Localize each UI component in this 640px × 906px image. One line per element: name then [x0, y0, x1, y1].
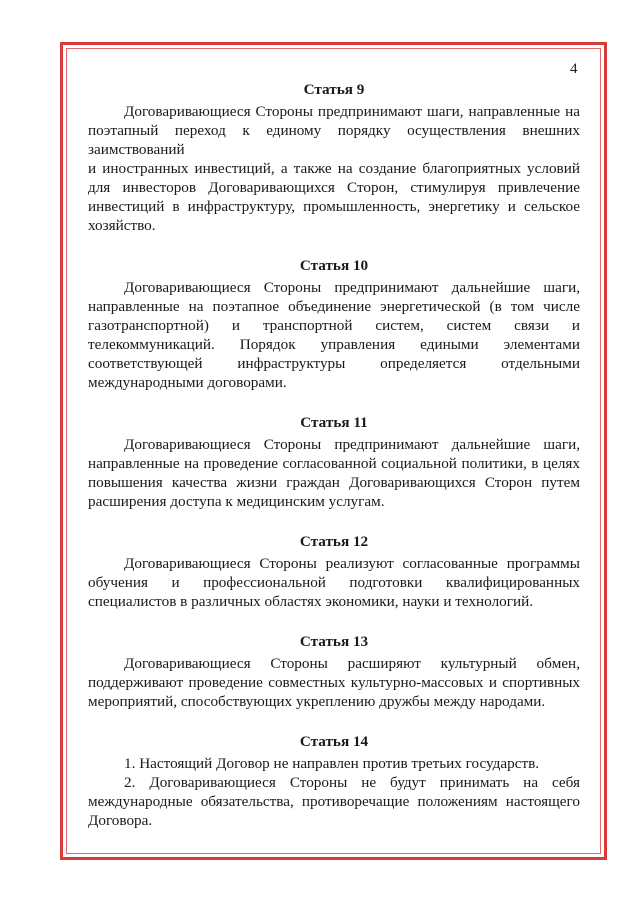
article-12	[88, 532, 580, 611]
text-line: и иностранных инвестиций, а также на создание благоприятных условий	[88, 160, 580, 177]
text-line: Договаривающиеся Стороны предпринимают шаги, направленные на	[124, 103, 580, 120]
text-line: обучения и профессиональной подготовки квалифицированных	[88, 574, 580, 591]
article-title: Статья 11	[300, 414, 368, 431]
text-line: Договаривающиеся Стороны реализуют согласованные программы	[124, 555, 580, 572]
text-line: повышения качества жизни граждан Договаривающихся Сторон путем	[88, 474, 580, 491]
text-line: специалистов в различных областях экономики, науки и технологий.	[88, 593, 534, 610]
text-line: инвестиций в инфраструктуру, промышленность, энергетику и сельское	[88, 198, 580, 215]
document-body	[88, 80, 580, 830]
text-line: международными договорами.	[88, 374, 287, 391]
article-title: Статья 13	[299, 633, 369, 650]
text-line: заимствований	[88, 141, 185, 158]
article-10	[88, 256, 580, 392]
text-line: 2. Договаривающиеся Стороны не будут принимать на себя	[124, 774, 580, 791]
article-14	[88, 732, 580, 830]
article-11	[88, 413, 580, 511]
text-line: газотранспортной) и транспортной систем, систем связи и	[88, 317, 580, 334]
article-title: Статья 12	[299, 533, 369, 550]
article-title: Статья 9	[303, 81, 365, 98]
article-13	[88, 632, 580, 711]
text-line: Договаривающиеся Стороны предпринимают дальнейшие шаги,	[124, 279, 580, 296]
text-line: 1. Настоящий Договор не направлен против третьих государств.	[124, 755, 540, 772]
text-line: Договора.	[88, 812, 153, 829]
text-line: соответствующей инфраструктуры определяется отдельными	[88, 355, 580, 372]
text-line: поэтапный переход к единому порядку осуществления внешних	[88, 122, 580, 139]
text-line: мероприятий, способствующих укреплению дружбы между народами.	[88, 693, 546, 710]
text-line: Договаривающиеся Стороны расширяют культурный обмен,	[124, 655, 580, 672]
text-line: поддерживают проведение совместных культурно-массовых и спортивных	[88, 674, 580, 691]
page-number: 4	[570, 61, 578, 77]
text-line: направленные на поэтапное объединение энергетической (в том числе	[88, 298, 580, 315]
text-line: телекоммуникаций. Порядок управления едиными элементами	[88, 336, 580, 353]
article-title: Статья 14	[299, 733, 369, 750]
article-title: Статья 10	[299, 257, 369, 274]
text-line: международные обязательства, противоречащие положениям настоящего	[88, 793, 580, 810]
text-line: для инвесторов Договаривающихся Сторон, стимулируя привлечение	[88, 179, 580, 196]
article-9	[88, 80, 580, 235]
text-line: расширения доступа к медицинским услугам.	[88, 493, 385, 510]
text-line: направленные на проведение согласованной социальной политики, в целях	[88, 455, 580, 472]
text-line: Договаривающиеся Стороны предпринимают дальнейшие шаги,	[124, 436, 580, 453]
text-line: хозяйство.	[88, 217, 156, 234]
